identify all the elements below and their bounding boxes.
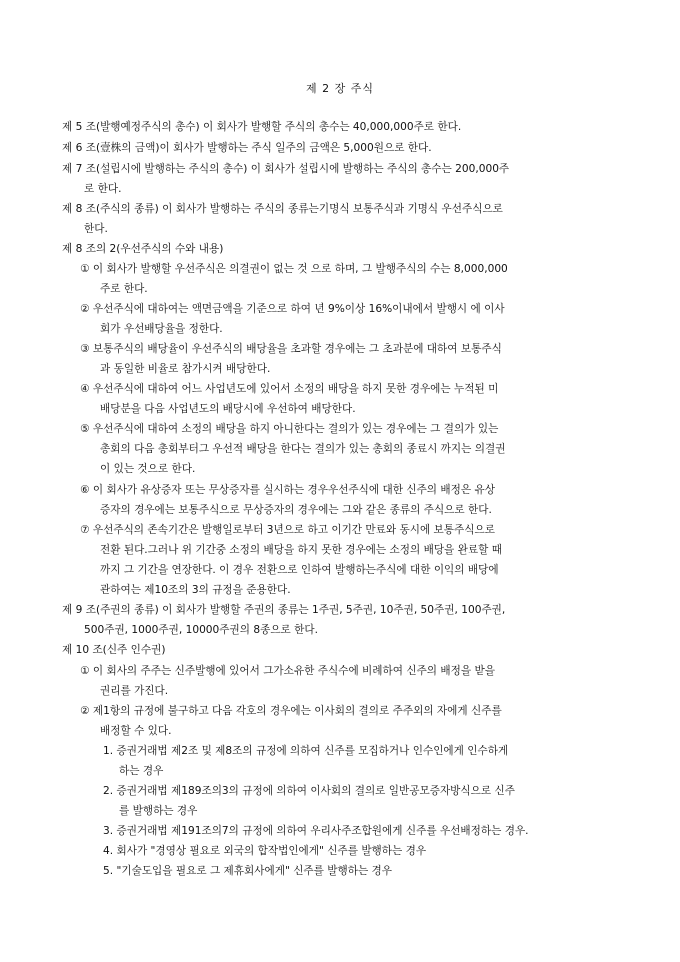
article-9-cont: 500주권, 1000주권, 10000주권의 8종으로 한다.	[84, 624, 318, 636]
article-8: 제 8 조(주식의 종류) 이 회사가 발행하는 주식의 종류는기명식 보통주식과 기명식 우선주식으로	[62, 203, 503, 215]
clause-5: ⑤ 우선주식에 대하여 소정의 배당을 하지 아니한다는 결의가 있는 경우에는 그 결의가 있는	[80, 423, 499, 435]
clause-2-cont: 배정할 수 있다.	[100, 725, 172, 737]
article-7-cont: 로 한다.	[84, 183, 122, 195]
clause-2: ② 우선주식에 대하여는 액면금액을 기준으로 하여 년 9%이상 16%이내에서 발행시 에 이사	[80, 303, 505, 315]
clause-5-cont: 이 있는 것으로 한다.	[100, 463, 196, 475]
clause-2-cont: 회가 우선배당율을 정한다.	[100, 323, 223, 335]
clause-7-cont: 관하여는 제10조의 3의 규정을 준용한다.	[100, 584, 291, 596]
article-6: 제 6 조(壹株의 금액)이 회사가 발행하는 주식 일주의 금액은 5,000원으로 한다.	[62, 142, 432, 154]
item-1-cont: 하는 경우	[119, 765, 164, 777]
article-8-cont: 한다.	[84, 223, 108, 235]
chapter-title: 제 2 장 주식	[306, 82, 374, 95]
clause-6: ⑥ 이 회사가 유상증자 또는 무상증자를 실시하는 경우우선주식에 대한 신주의 배정은 유상	[80, 484, 495, 496]
item-5: 5. "기술도입을 필요로 그 제휴회사에게" 신주를 발행하는 경우	[103, 865, 393, 877]
item-2: 2. 증권거래법 제189조의3의 규정에 의하여 이사회의 결의로 일반공모증자방식으로 신주	[103, 785, 515, 797]
article-10-heading: 제 10 조(신주 인수권)	[62, 644, 166, 656]
clause-5-cont: 총회의 다음 총회부터그 우선적 배당을 한다는 결의가 있는 총회의 종료시 까지는 의결권	[100, 443, 506, 455]
clause-3: ③ 보통주식의 배당율이 우선주식의 배당율을 초과할 경우에는 그 초과분에 대하여 보통주식	[80, 343, 502, 355]
clause-6-cont: 증자의 경우에는 보통주식으로 무상증자의 경우에는 그와 같은 종류의 주식으로 한다.	[100, 504, 492, 516]
clause-1: ① 이 회사가 발행할 우선주식은 의결권이 없는 것 으로 하며, 그 발행주식의 수는 8,000,000	[80, 263, 508, 275]
clause-3-cont: 과 동일한 비율로 참가시켜 배당한다.	[100, 363, 271, 375]
article-9: 제 9 조(주권의 종류) 이 회사가 발행할 주권의 종류는 1주권, 5주권, 10주권, 50주권, 100주권,	[62, 604, 506, 616]
article-5: 제 5 조(발행예정주식의 총수) 이 회사가 발행할 주식의 총수는 40,000,000주로 한다.	[62, 121, 462, 133]
item-3: 3. 증권거래법 제191조의7의 규정에 의하여 우리사주조합원에게 신주를 우선배정하는 경우.	[103, 825, 529, 837]
clause-1-cont: 권리를 가진다.	[100, 685, 169, 697]
article-7: 제 7 조(설립시에 발행하는 주식의 총수) 이 회사가 설립시에 발행하는 주식의 총수는 200,000주	[62, 163, 510, 175]
article-8-2-heading: 제 8 조의 2(우선주식의 수와 내용)	[62, 243, 224, 255]
item-4: 4. 회사가 "경영상 필요로 외국의 합작법인에게" 신주를 발행하는 경우	[103, 845, 427, 857]
clause-4-cont: 배당분을 다음 사업년도의 배당시에 우선하여 배당한다.	[100, 403, 356, 415]
item-1: 1. 증권거래법 제2조 및 제8조의 규정에 의하여 신주를 모집하거나 인수인에게 인수하게	[103, 745, 509, 757]
clause-7-cont: 전환 된다.그러나 위 기간중 소정의 배당을 하지 못한 경우에는 소정의 배당을 완료할 때	[100, 544, 502, 556]
clause-1: ① 이 회사의 주주는 신주발행에 있어서 그가소유한 주식수에 비례하여 신주의 배정을 받을	[80, 665, 495, 677]
clause-7-cont: 까지 그 기간을 연장한다. 이 경우 전환으로 인하여 발행하는주식에 대한 이익의 배당에	[100, 564, 499, 576]
clause-2: ② 제1항의 규정에 불구하고 다음 각호의 경우에는 이사회의 결의로 주주외의 자에게 신주를	[80, 705, 502, 717]
item-2-cont: 를 발행하는 경우	[119, 805, 198, 817]
clause-1-cont: 주로 한다.	[100, 283, 148, 295]
clause-7: ⑦ 우선주식의 존속기간은 발행일로부터 3년으로 하고 이기간 만료와 동시에 보통주식으로	[80, 524, 495, 536]
clause-4: ④ 우선주식에 대하여 어느 사업년도에 있어서 소정의 배당을 하지 못한 경우에는 누적된 미	[80, 383, 499, 395]
